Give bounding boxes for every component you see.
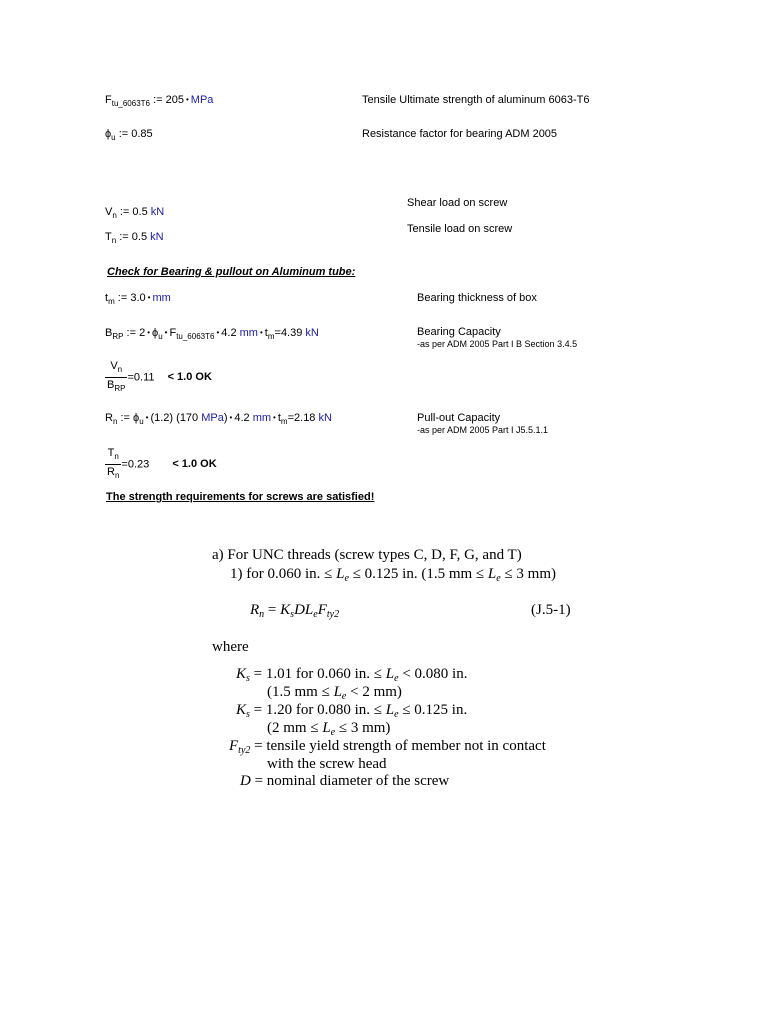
excerpt-ks1-mm: (1.5 mm ≤ $L_e < 2$ mm) — [267, 684, 402, 702]
excerpt-ks1: $K_s = 1.01$ for 0.060 in. ≤ $L_e < 0.080$ in. — [236, 666, 468, 684]
excerpt-ks2-mm: (2 mm ≤ $L_e \le 3$ mm) — [267, 720, 391, 738]
vn-definition: $V_n$ := 0.5 kN — [105, 206, 165, 220]
tn-definition: $T_n$ := 0.5 kN — [105, 231, 164, 245]
excerpt-line-1: 1) for 0.060 in. ≤ $L_e \le 0.125$ in. (1.5 mm ≤ $L_e \le 3$ mm) — [230, 566, 557, 584]
excerpt-ks2: $K_s = 1.20$ for 0.080 in. ≤ $L_e \le 0.125$ in. — [236, 702, 468, 720]
fraction: $\frac{T_n}{R_n}$ — [107, 447, 120, 480]
rn-description: Pull-out Capacity — [417, 412, 501, 424]
excerpt-equation: $R_n = K_sDL_eF_{ty2}$ — [250, 602, 340, 620]
excerpt-line-a: a) For UNC threads (screw types C, D, F, G, and T) — [212, 547, 522, 563]
ratio-tn-rn: $\frac{T_n}{R_n}$ =0.23 < 1.0 OK — [105, 446, 217, 483]
check-heading: Check for Bearing & pullout on Aluminum tube: — [107, 266, 356, 278]
excerpt-equation-label: (J.5-1) — [531, 602, 571, 618]
check-ok: < 1.0 OK — [172, 458, 217, 471]
vn-description: Shear load on screw — [407, 197, 508, 209]
tn-description: Tensile load on screw — [407, 223, 513, 235]
brp-reference: -as per ADM 2005 Part I B Section 3.4.5 — [417, 339, 578, 349]
ftu-definition: $F_{tu\_6063T6}$ := 205 • MPa — [105, 94, 214, 108]
tm-definition: $t_m$ := 3.0 • mm — [105, 292, 171, 306]
brp-equation: $B_{RP}$ := 2 • $\phi_u$ • $F_{tu\_6063T6}$ • 4.2 mm • $t_m=4.39$ kN — [105, 327, 319, 341]
brp-description: Bearing Capacity — [417, 326, 501, 338]
conclusion: The strength requirements for screws are satisfied! — [106, 491, 375, 503]
tm-description: Bearing thickness of box — [417, 292, 537, 304]
excerpt-fty: $F_{ty2}$ = tensile yield strength of member not in contact — [229, 738, 546, 756]
ftu-description: Tensile Ultimate strength of aluminum 6063-T6 — [362, 94, 590, 106]
ratio-vn-brp: $\frac{V_n}{B_{RP}}$ =0.11 < 1.0 OK — [105, 359, 212, 396]
excerpt-where: where — [212, 639, 249, 655]
phi-description: Resistance factor for bearing ADM 2005 — [362, 128, 558, 140]
excerpt-d: D = nominal diameter of the screw — [240, 773, 450, 789]
excerpt-fty-cont: with the screw head — [267, 756, 387, 772]
rn-equation: $R_n$ := $\phi_u$ • (1.2) (170 MPa) • 4.2 mm • $t_m=2.18$ kN — [105, 412, 332, 426]
phi-definition: $\phi_u$ := 0.85 — [105, 128, 153, 142]
fraction: $\frac{V_n}{B_{RP}}$ — [107, 360, 126, 393]
rn-reference: -as per ADM 2005 Part I J5.5.1.1 — [417, 425, 549, 435]
check-ok: < 1.0 OK — [167, 371, 212, 384]
